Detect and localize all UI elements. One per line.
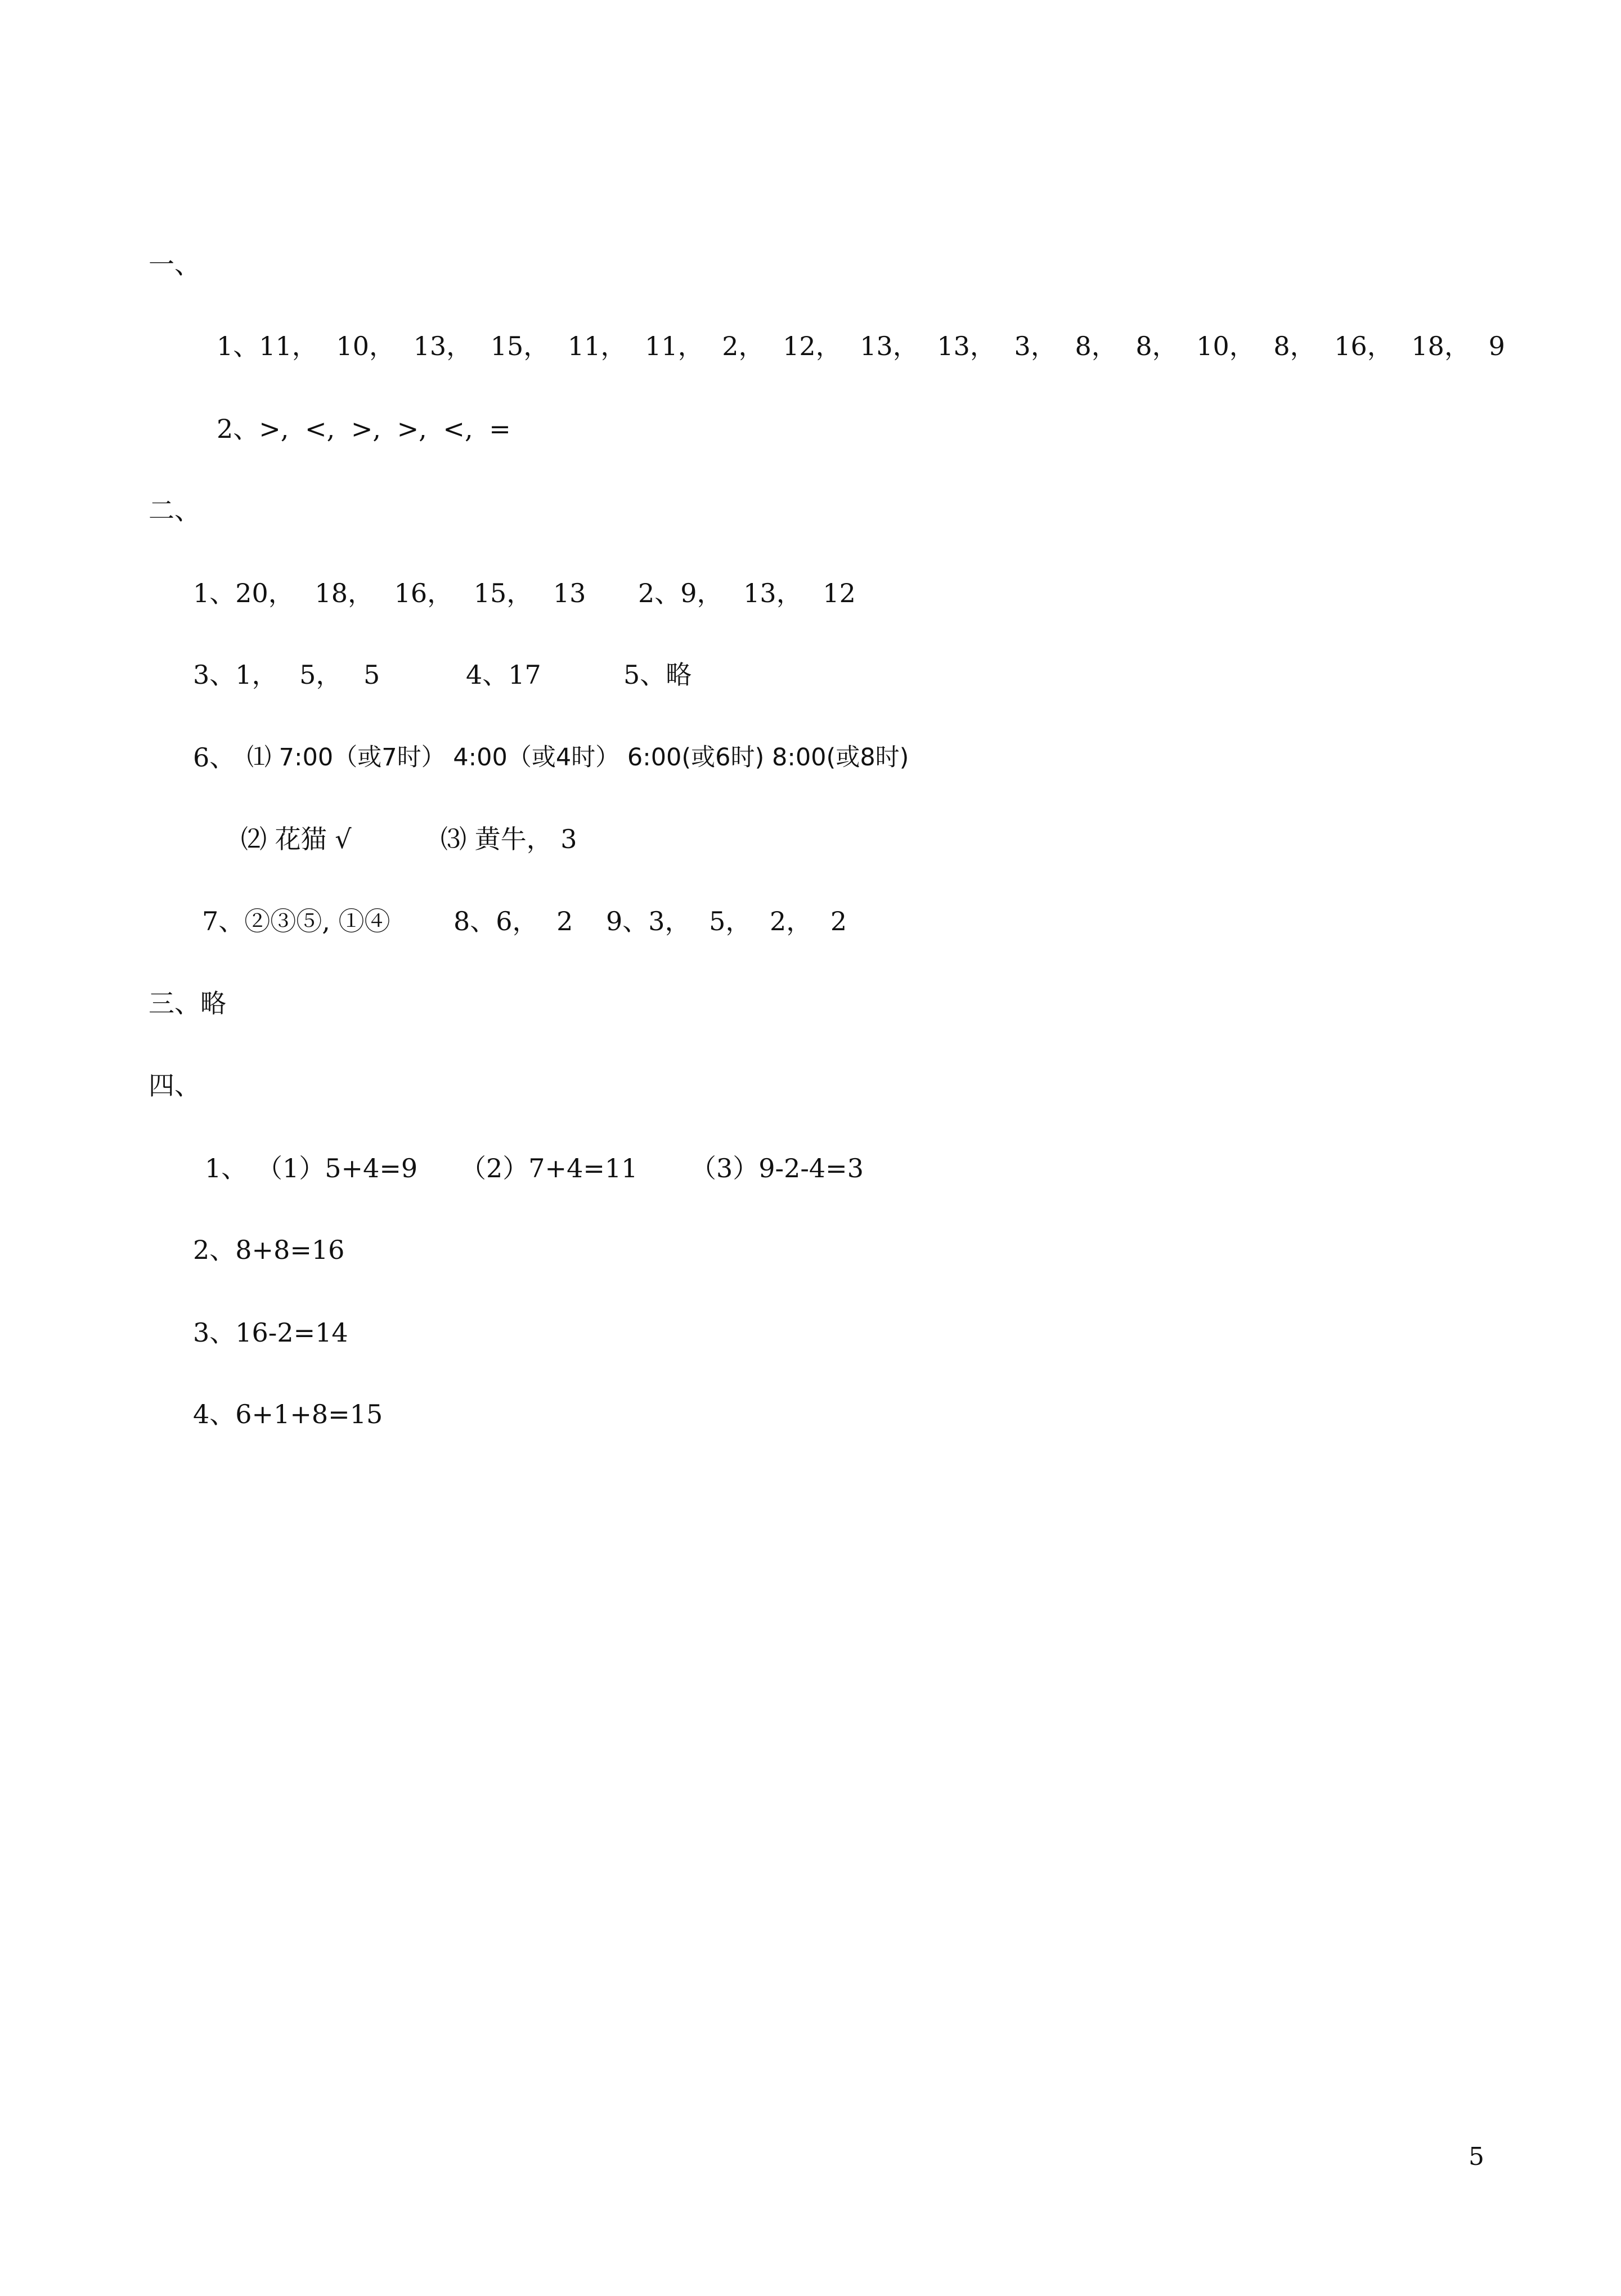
answer-q1-part-3: （3）9-2-4=3 [690, 1153, 864, 1183]
answer-q9: 9、3， 5， 2， 2 [606, 906, 847, 936]
answer-q1-label: 1、 [205, 1153, 248, 1183]
answer-q3: 3、1， 5， 5 [193, 660, 380, 690]
answer-q2: 2、8+8=16 [193, 1235, 345, 1265]
section-2-title: 二、 [149, 495, 200, 526]
answer-text: 1、11， 10， 13， 15， 11， 11， 2， 12， 13， 13， 3， 8， 8， 10， 8， 16， 18， 9 [217, 331, 1505, 361]
answer-q4: 4、17 [466, 660, 541, 690]
answer-q1-part-1: （1）5+4=9 [257, 1153, 418, 1183]
answer-q3: 3、16-2=14 [193, 1317, 348, 1348]
section-1-title: 一、 [149, 249, 200, 280]
page-number: 5 [1469, 2142, 1484, 2171]
answer-q4: 4、6+1+8=15 [193, 1399, 383, 1429]
answer-q1: 1、20， 18， 16， 15， 13 [193, 578, 586, 608]
answer-q1-part-2: （2）7+4=11 [460, 1153, 638, 1183]
answer-q8: 8、6， 2 [453, 906, 573, 936]
answer-q5: 5、略 [623, 660, 692, 690]
answer-q2: 2、9， 13， 12 [638, 578, 856, 608]
section-4-title: 四、 [149, 1070, 200, 1101]
answer-q6-part-3: ⑶ 黄牛， 3 [441, 824, 577, 854]
answer-text: 2、>, <, >, >, <, = [217, 414, 511, 444]
answer-q7: 7、②③⑤, ①④ [202, 906, 390, 936]
answer-q6-part-2: ⑵ 花猫 √ [241, 824, 352, 854]
answer-q6-label: 6、 [193, 742, 236, 773]
section-3-title: 三、略 [149, 988, 226, 1019]
answer-q6-part-1: ⑴ 7:00（或7时） 4:00（或4时） 6:00(或6时) 8:00(或8时) [247, 743, 909, 772]
